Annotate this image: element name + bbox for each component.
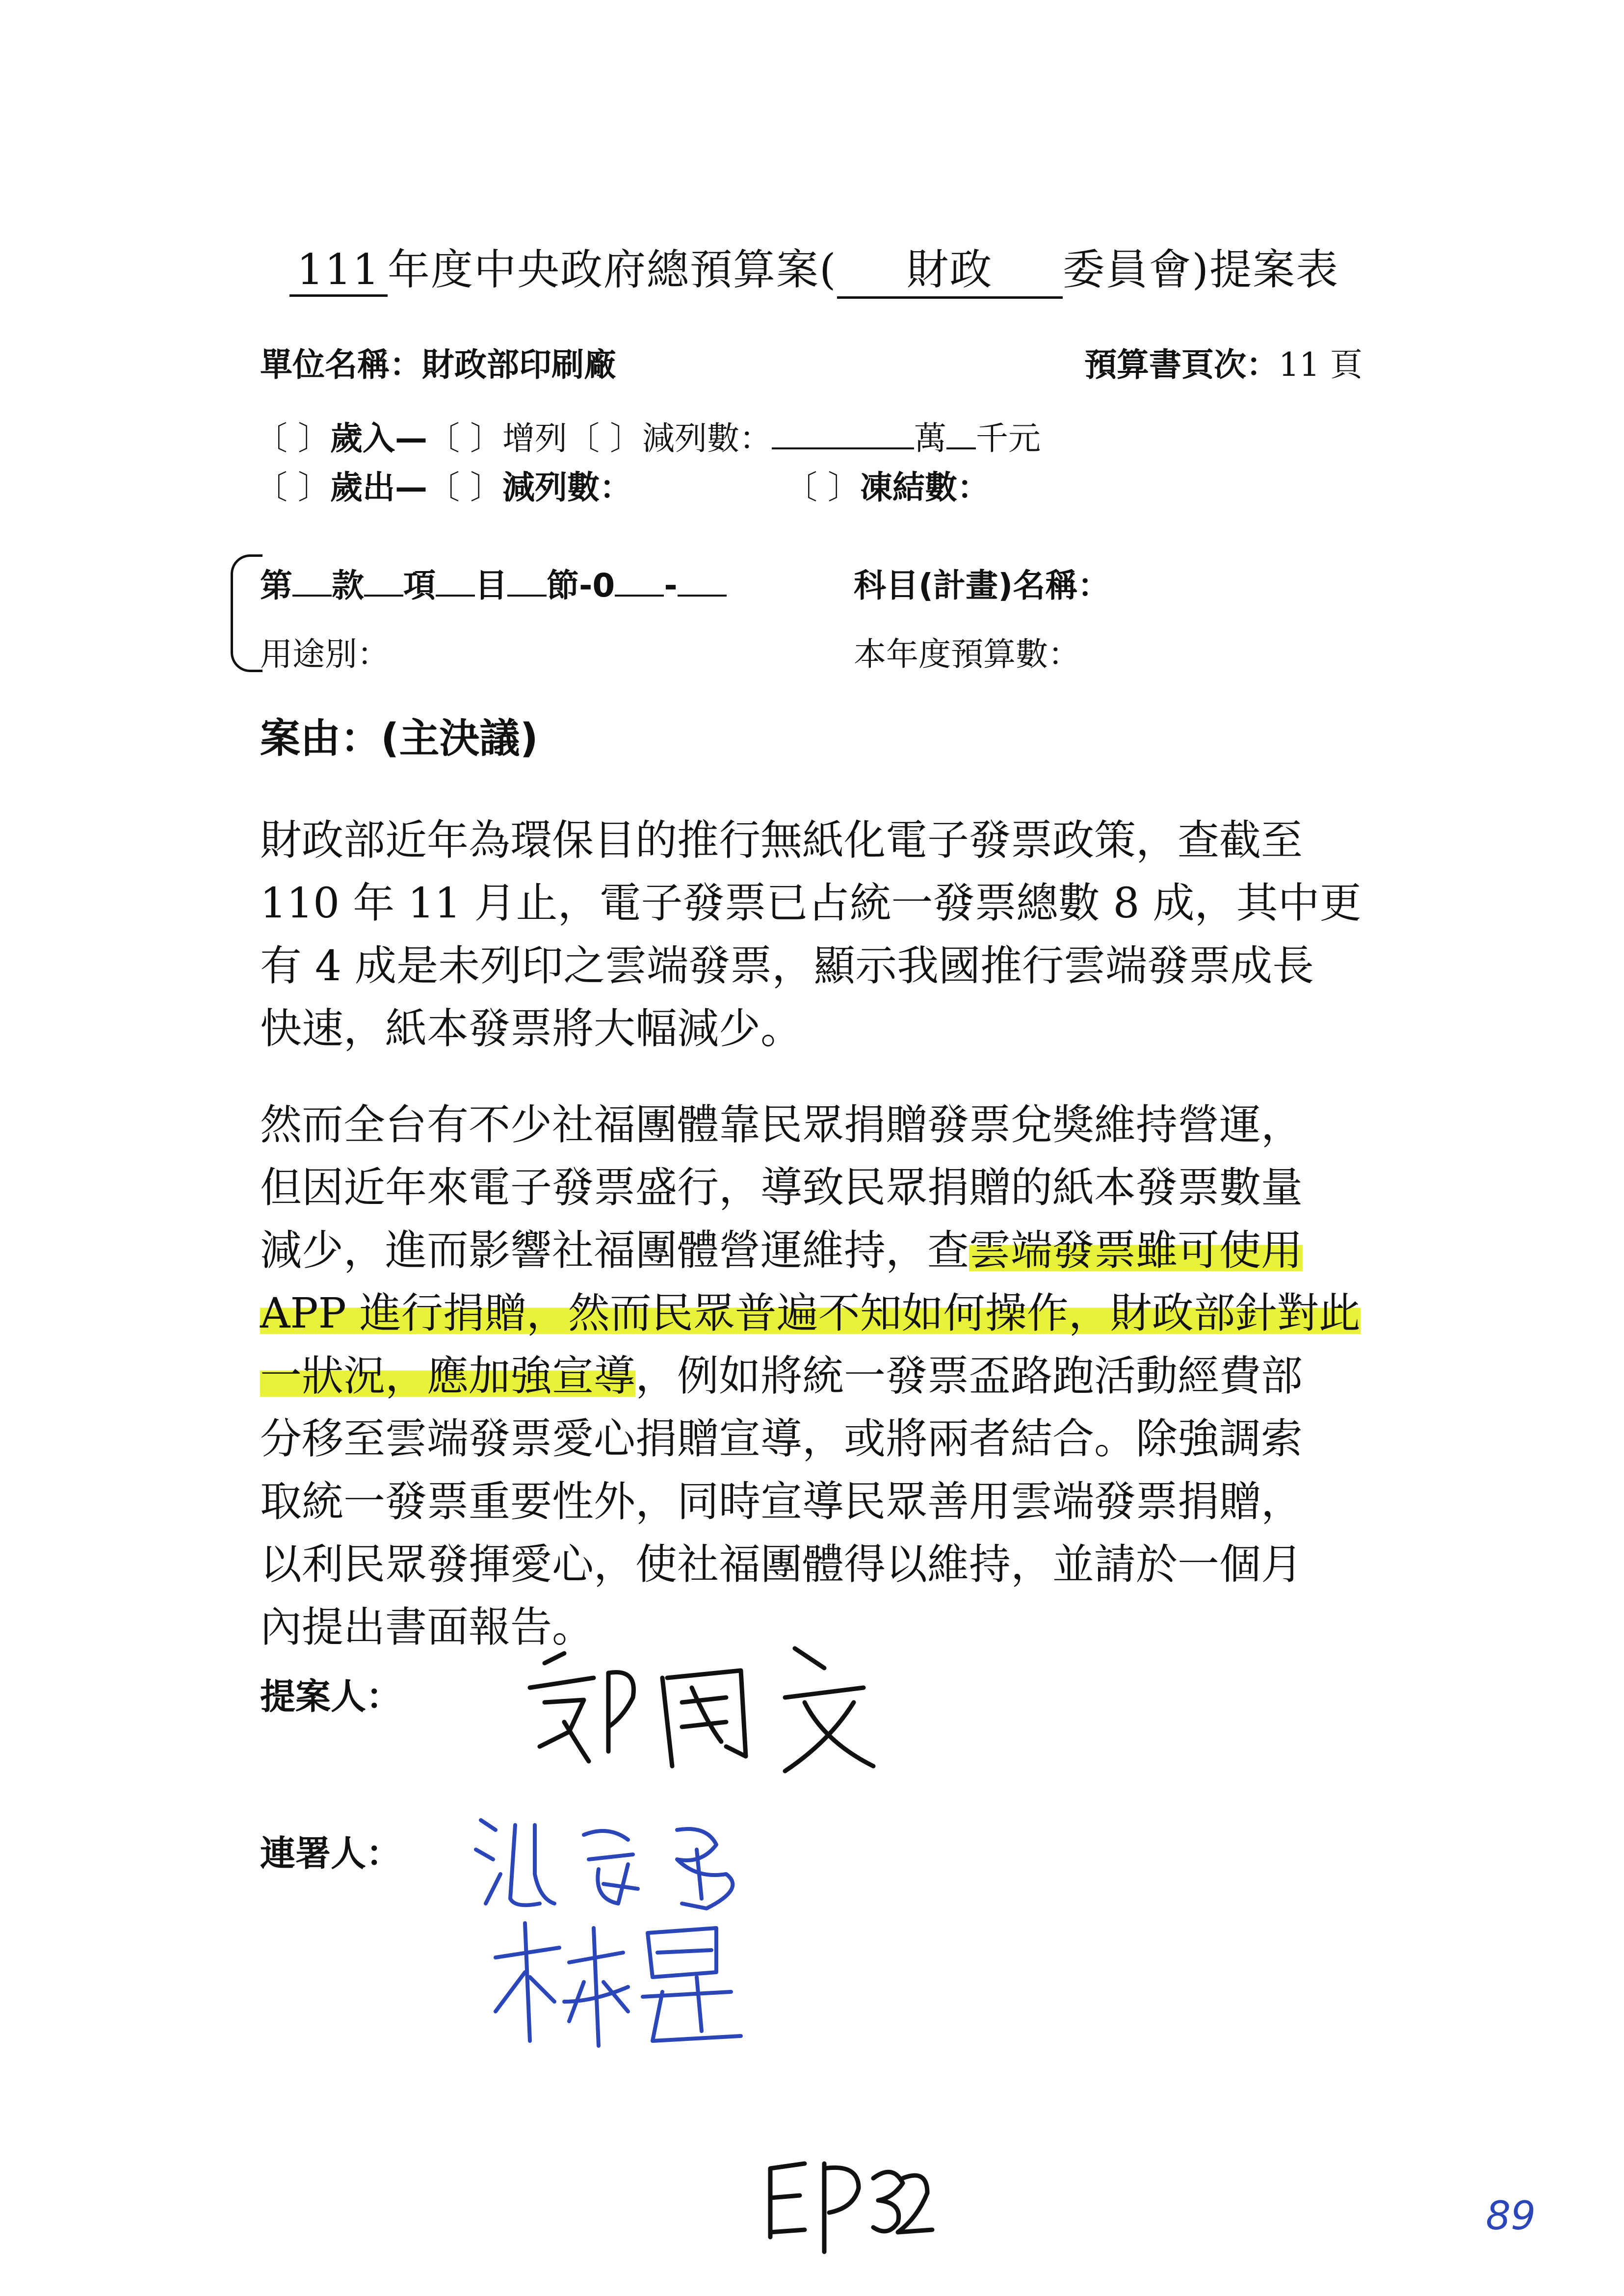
freeze-row [785,461,990,508]
unit-name [260,339,616,385]
budget-page-label: 預算書頁次： [1084,346,1279,384]
page-number: 89 [1486,2193,1536,2239]
form-title [289,235,1339,299]
expense-cut-label: 減列數： [502,469,632,506]
p2-line5-highlight: 一狀況，應加強宣導 [260,1352,636,1401]
amount-blank [772,447,914,449]
jie-label: 節-0 [547,567,615,604]
p1-line: 有 4 成是未列印之雲端發票，顯示我國推行雲端發票成長 [260,942,1314,991]
freeze-label: 凍結數： [860,469,990,506]
p2-line4-highlight: APP 進行捐贈，然而民眾普遍不知如何操作，財政部針對此 [260,1289,1361,1338]
proposer-label: 提案人： [260,1676,402,1717]
title-prefix: 年度中央政府總預算案( [388,245,837,294]
p2-line5-plain: ，例如將統一發票盃路跑活動經費部 [635,1352,1303,1401]
dash-label: - [664,567,678,604]
p2-line: 分移至雲端發票愛心捐贈宣導，或將兩者結合。除強調索 [260,1415,1303,1463]
mu-label: 目 [475,567,507,604]
expense-row [255,461,632,508]
qian-blank [946,447,976,449]
mu-blank [507,595,547,597]
p2-line: 內提出書面報告。 [260,1603,594,1652]
expense-label: 歲出— [330,469,427,506]
p2-line: 以利民眾發揮愛心，使社福團體得以維持，並請於一個月 [260,1540,1303,1589]
p2-line [260,1345,1388,1408]
subject-name-label: 科目(計畫)名稱： [854,567,1110,604]
p2-line3-plain: 減少，進而影響社福團體營運維持，查 [260,1226,969,1275]
unit-label: 單位名稱： [260,346,422,384]
budget-page-value: 11 頁 [1279,346,1362,384]
cut-label: 減列數： [642,419,772,457]
p2-line [260,1282,1388,1345]
case-heading: 案由：(主決議) [260,715,538,762]
xiang-blank [436,595,475,597]
wan-label: 萬 [914,419,946,457]
title-committee: 財政 [837,235,1063,299]
cosigner-signature-2 [486,1913,790,2061]
p2-line3-highlight: 雲端發票雖可使用 [969,1226,1303,1275]
qian-label: 千元 [975,419,1041,457]
revenue-checkbox: 〔 〕 [255,419,330,457]
budget-page [1084,339,1362,385]
p1-line: 財政部近年為環保目的推行無紙化電子發票政策，查截至 [260,816,1303,865]
cosigner-signature-1 [471,1805,775,1923]
revenue-row [255,412,1041,459]
p2-line: 然而全台有不少社福團體靠民眾捐贈發票兌獎維持營運， [260,1101,1303,1149]
proposer-signature [510,1634,903,1781]
title-suffix: 委員會)提案表 [1062,245,1339,294]
jie-blank [615,595,664,597]
handwritten-stamp-note [751,2149,937,2257]
add-checkbox: 〔 〕 [427,419,502,457]
title-year: 111 [289,245,388,297]
p1-line: 快速，紙本發票將大幅減少。 [260,1005,803,1053]
kuan-label: 款 [332,567,364,604]
usage-label: 用途別： [260,635,390,673]
expense-cut-checkbox: 〔 〕 [427,469,502,506]
add-label: 增列 [502,419,567,457]
budget-amount-label: 本年度預算數： [854,635,1080,673]
revenue-label: 歲入— [330,419,427,457]
cosigner-label: 連署人： [260,1833,402,1874]
p2-line: 但因近年來電子發票盛行，導致民眾捐贈的紙本發票數量 [260,1164,1303,1212]
paragraph-1 [260,809,1388,1061]
unit-value: 財政部印刷廠 [422,346,616,384]
expense-checkbox: 〔 〕 [255,469,330,506]
classification-codes [260,559,727,606]
kuan-blank [364,595,403,597]
di-label: 第 [260,567,292,604]
di-blank [292,595,332,597]
tail-blank [678,595,727,597]
xiang-label: 項 [403,567,436,604]
paragraph-2 [260,1094,1388,1659]
freeze-checkbox: 〔 〕 [785,469,860,506]
p1-line: 110 年 11 月止，電子發票已占統一發票總數 8 成，其中更 [260,879,1362,928]
p2-line [260,1220,1388,1282]
cut-checkbox: 〔 〕 [567,419,642,457]
classification-brace [231,554,262,672]
p2-line: 取統一發票重要性外，同時宣導民眾善用雲端發票捐贈， [260,1478,1303,1526]
